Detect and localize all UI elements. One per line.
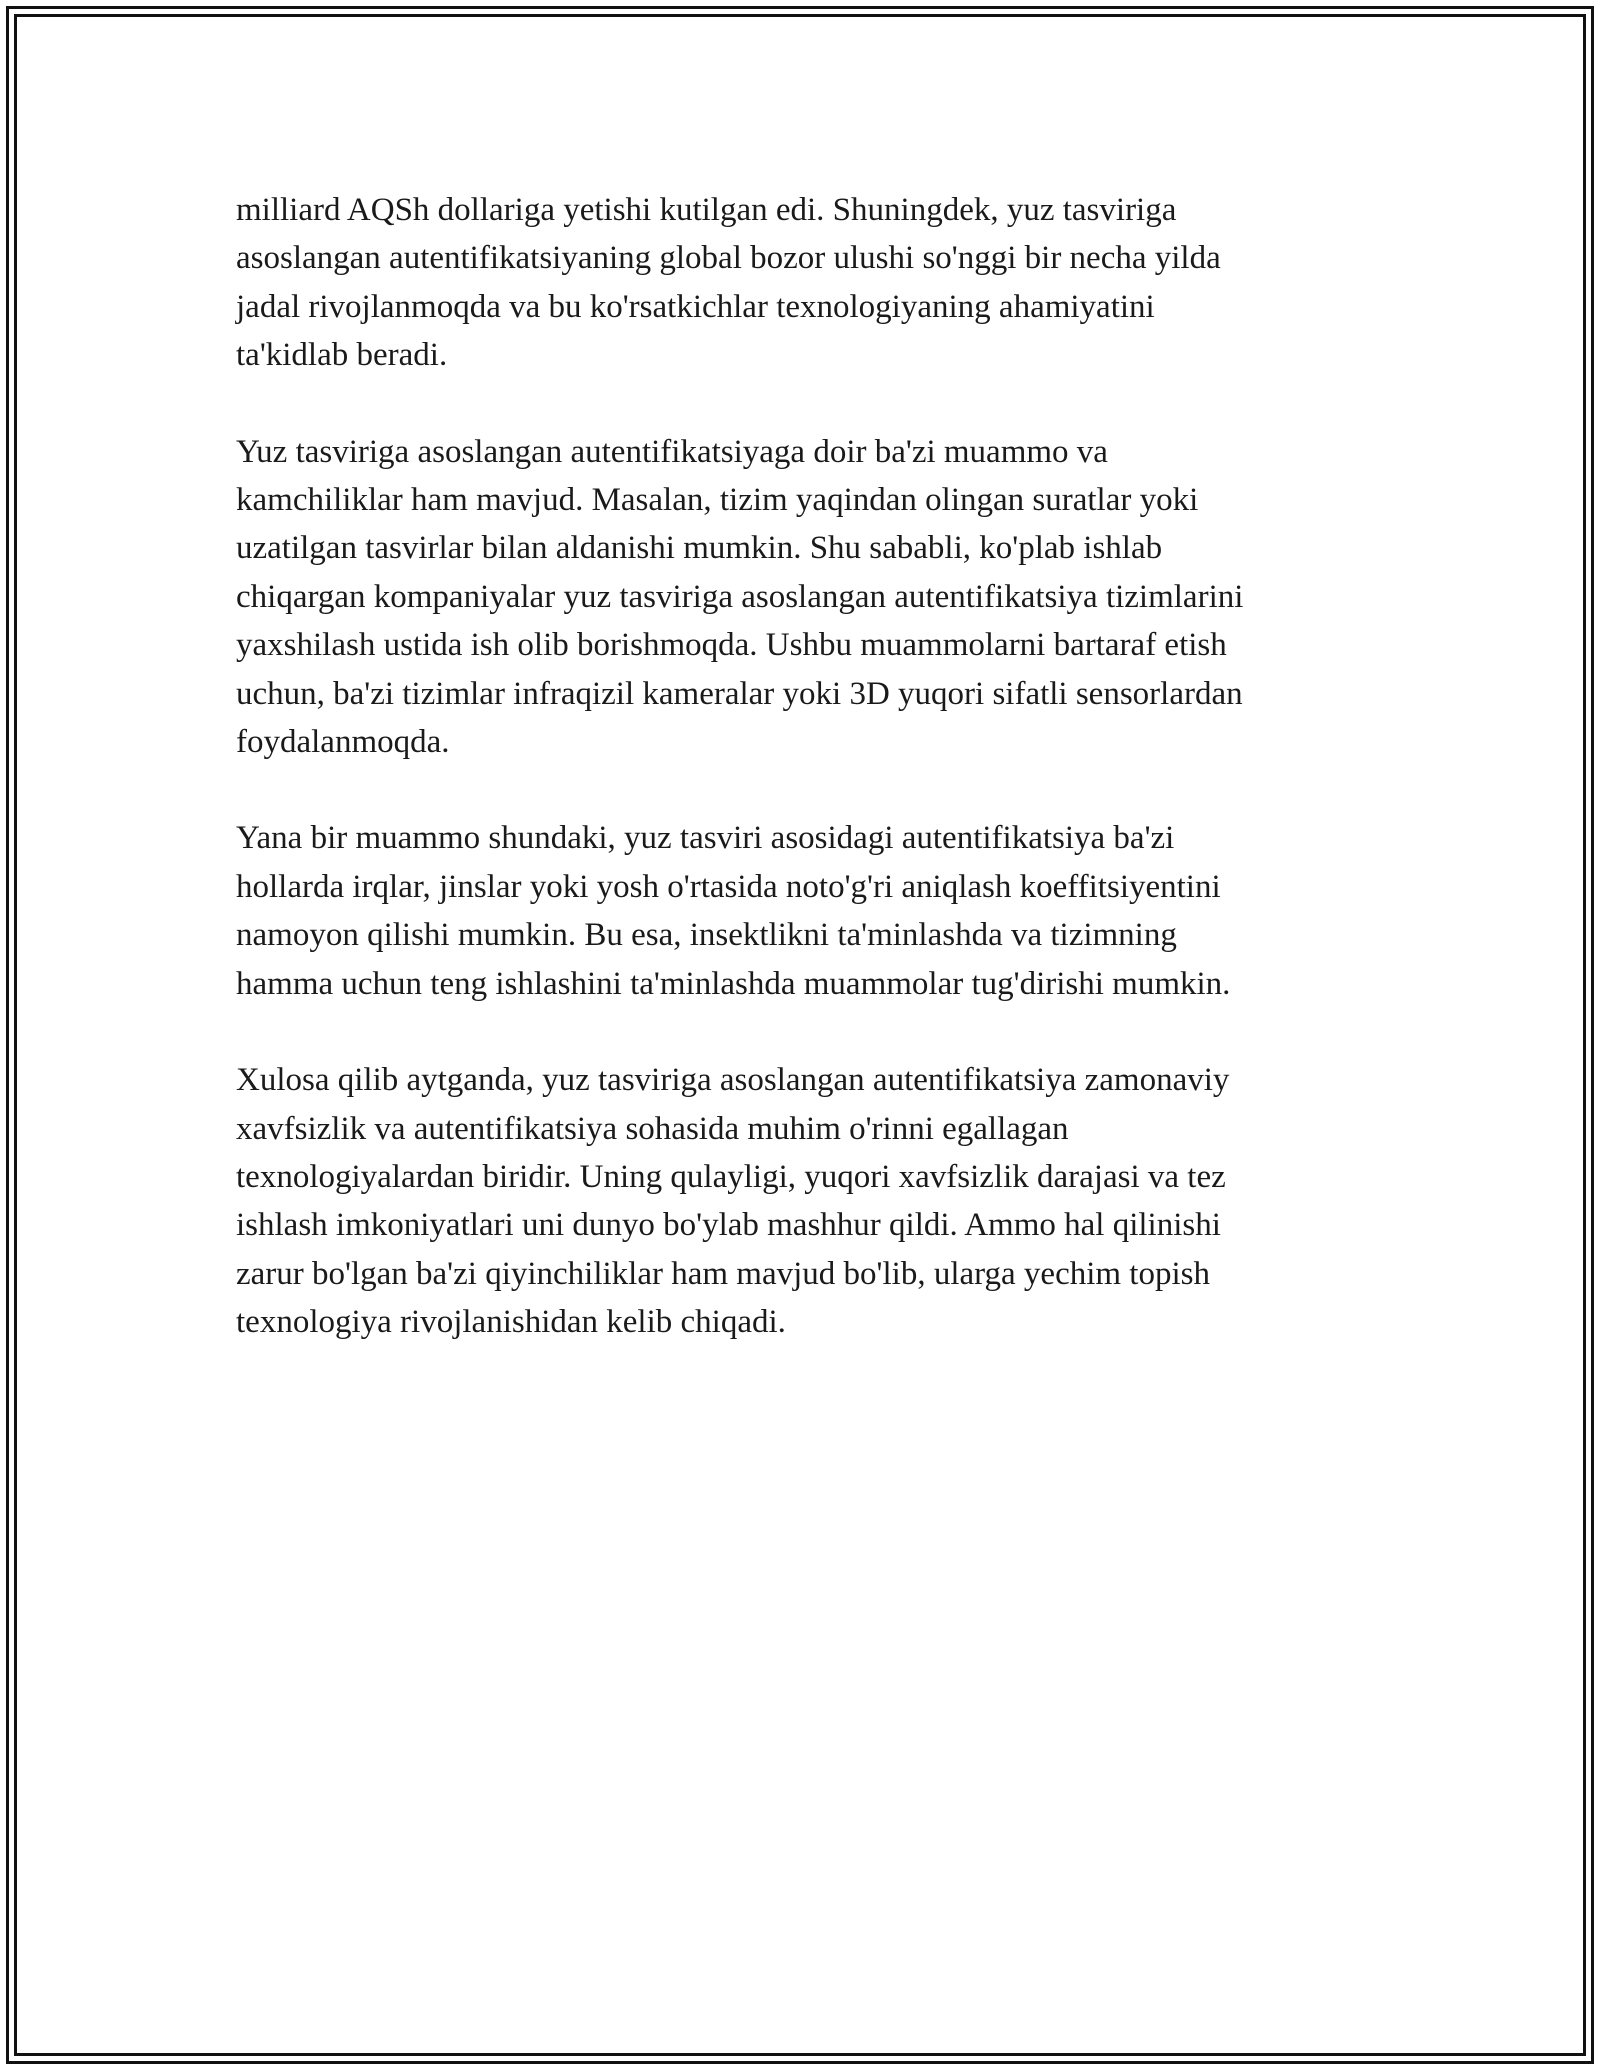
document-body	[236, 186, 1396, 1395]
text-line: jadal rivojlanmoqda va bu ko'rsatkichlar texnologiyaning ahamiyatini	[236, 288, 1155, 325]
paragraph-market-growth	[236, 186, 1396, 380]
text-line: uchun, ba'zi tizimlar infraqizil kameralar yoki 3D yuqori sifatli sensorlardan	[236, 675, 1243, 712]
text-line: texnologiya rivojlanishidan kelib chiqadi.	[236, 1304, 786, 1341]
text-line: ta'kidlab beradi.	[236, 337, 448, 374]
text-line: yaxshilash ustida ish olib borishmoqda. Ushbu muammolarni bartaraf etish	[236, 627, 1227, 664]
text-line: milliard AQSh dollariga yetishi kutilgan edi. Shuningdek, yuz tasviriga	[236, 192, 1177, 228]
text-line: Xulosa qilib aytganda, yuz tasviriga asoslangan autentifikatsiya zamonaviy	[236, 1062, 1230, 1099]
text-line: kamchiliklar ham mavjud. Masalan, tizim yaqindan olingan suratlar yoki	[236, 482, 1199, 519]
text-line: uzatilgan tasvirlar bilan aldanishi mumkin. Shu sababli, ko'plab ishlab	[236, 530, 1163, 567]
text-line: hamma uchun teng ishlashini ta'minlashda muammolar tug'dirishi mumkin.	[236, 965, 1231, 1002]
text-line: Yuz tasviriga asoslangan autentifikatsiyaga doir ba'zi muammo va	[236, 433, 1108, 470]
text-line: texnologiyalardan biridir. Uning qulayligi, yuqori xavfsizlik darajasi va tez	[236, 1158, 1226, 1195]
text-line: zarur bo'lgan ba'zi qiyinchiliklar ham mavjud bo'lib, ularga yechim topish	[236, 1255, 1210, 1292]
text-line: ishlash imkoniyatlari uni dunyo bo'ylab mashhur qildi. Ammo hal qilinishi	[236, 1207, 1221, 1244]
paragraph-conclusion	[236, 1056, 1396, 1346]
text-line: namoyon qilishi mumkin. Bu esa, insektlikni ta'minlashda va tizimning	[236, 917, 1177, 954]
paragraph-problems	[236, 428, 1396, 767]
text-line: foydalanmoqda.	[236, 724, 450, 761]
text-line: hollarda irqlar, jinslar yoki yosh o'rtasida noto'g'ri aniqlash koeffitsiyentini	[236, 868, 1221, 905]
text-line: xavfsizlik va autentifikatsiya sohasida muhim o'rinni egallagan	[236, 1110, 1069, 1147]
text-line: Yana bir muammo shundaki, yuz tasviri asosidagi autentifikatsiya ba'zi	[236, 820, 1175, 857]
text-line: asoslangan autentifikatsiyaning global bozor ulushi so'nggi bir necha yilda	[236, 240, 1221, 277]
text-line: chiqargan kompaniyalar yuz tasviriga asoslangan autentifikatsiya tizimlarini	[236, 578, 1244, 615]
paragraph-bias	[236, 814, 1396, 1008]
